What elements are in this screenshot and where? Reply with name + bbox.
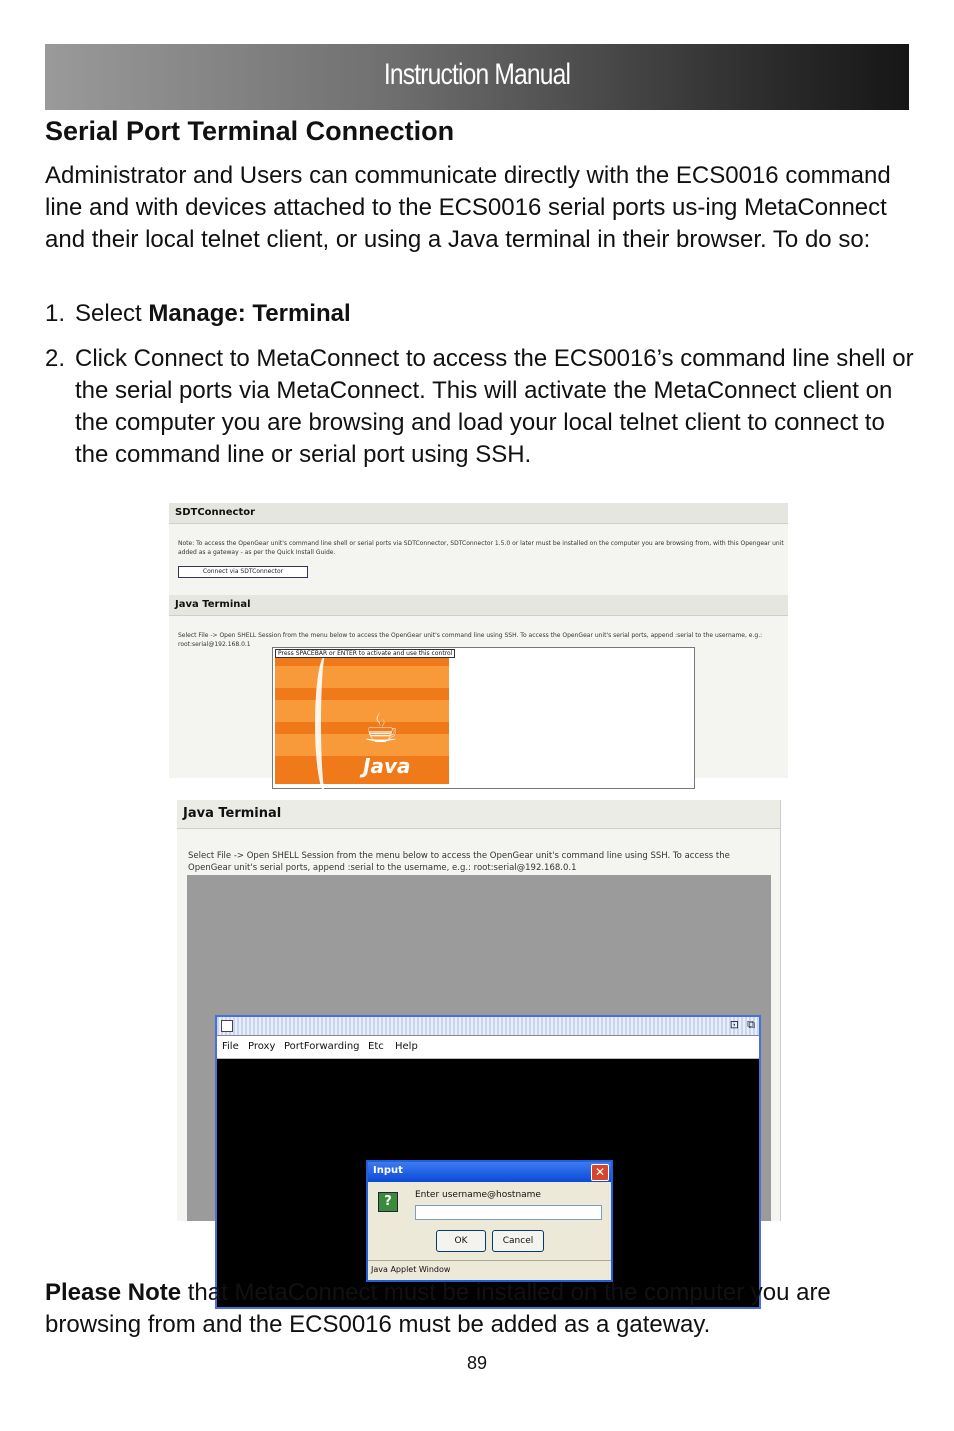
step-1-number: 1. [45, 300, 66, 327]
menu-help[interactable]: Help [395, 1041, 418, 1052]
window-icon [221, 1020, 233, 1032]
step-2-text: Click Connect to MetaConnect to access the ECS0016’s command line shell or the serial ports via MetaConnect. This will activate the MetaConnect client on the computer you are browsing and load your local telnet client to connect to the command line or serial port using SSH. [75, 345, 914, 468]
connect-sdt-button[interactable]: Connect via SDTConnector [178, 566, 308, 578]
dialog-titlebar[interactable] [368, 1162, 611, 1182]
step-2-number: 2. [45, 345, 66, 372]
terminal-window[interactable] [215, 1015, 761, 1309]
menu-proxy[interactable]: Proxy [248, 1041, 276, 1052]
username-hostname-input[interactable] [415, 1205, 602, 1220]
sdt-note: Note: To access the OpenGear unit's command line shell or serial ports via SDTConnector, SDTConnector 1.5.0 or later must be installed on the computer you are browsing from, with this Opengear unit added as a gateway - as per the Quick Install Guide. [178, 540, 784, 556]
menu-file[interactable]: File [222, 1041, 239, 1052]
java-applet[interactable] [272, 647, 695, 789]
java-swoosh [315, 654, 337, 794]
question-icon: ? [378, 1192, 398, 1212]
menu-etc[interactable]: Etc [368, 1041, 384, 1052]
page-number: 89 [466, 1353, 488, 1373]
java-loading-image [275, 654, 449, 784]
section-heading: Serial Port Terminal Connection [45, 116, 455, 146]
maximize-icon[interactable]: ⧉ [747, 1018, 755, 1031]
please-note [45, 1277, 915, 1341]
sdt-section-bar [169, 503, 788, 524]
sdt-title: SDTConnector [175, 507, 256, 518]
close-icon[interactable]: ✕ [591, 1164, 609, 1181]
note-label: Please Note [45, 1279, 182, 1306]
applet-area [187, 875, 771, 1274]
java-logo-text: Java [363, 754, 411, 778]
stripe [275, 666, 449, 688]
dialog-footer: Java Applet Window [368, 1260, 611, 1279]
java-description: Select File -> Open SHELL Session from the menu below to access the OpenGear unit's command line using SSH. To access the OpenGear unit's serial ports, append :serial to the username, e.g.: root:serial@192.168.0.1 [188, 851, 730, 873]
ok-button[interactable]: OK [436, 1230, 486, 1252]
screenshot-terminal-page [169, 503, 788, 778]
intro-paragraph: Administrator and Users can communicate directly with the ECS0016 command line and with devices attached to the ECS0016 serial ports us-ing MetaConnect and their local telnet client, or using a Java terminal in their browser. To do so: [45, 162, 891, 253]
input-dialog [366, 1160, 613, 1282]
minimize-icon[interactable]: ⊡ [729, 1018, 739, 1031]
java-title: Java Terminal [175, 599, 251, 610]
dialog-title: Input [373, 1165, 403, 1176]
java-section-bar [169, 595, 788, 616]
stripe [275, 734, 449, 756]
stripe [275, 700, 449, 722]
step-1-text: Select Manage: Terminal [75, 300, 351, 327]
cancel-button[interactable]: Cancel [492, 1230, 544, 1252]
dialog-label: Enter username@hostname [415, 1190, 541, 1200]
step-1-menu-path: Manage: Terminal [148, 300, 351, 327]
terminal-titlebar[interactable] [217, 1017, 759, 1036]
manual-title: Instruction Manual [383, 58, 571, 91]
menu-portforwarding[interactable]: PortForwarding [284, 1041, 360, 1052]
terminal-menubar [217, 1036, 759, 1059]
screenshot-java-terminal [177, 800, 781, 1274]
note-text: that MetaConnect must be installed on the computer you are browsing from and the ECS0016 must be added as a gateway. [45, 1279, 831, 1338]
java-title: Java Terminal [183, 806, 282, 821]
header-banner [45, 44, 909, 110]
applet-activate-message: Press SPACEBAR or ENTER to activate and use this control [275, 649, 455, 658]
java-description: Select File -> Open SHELL Session from the menu below to access the OpenGear unit's command line using SSH. To access the OpenGear unit's serial ports, append :serial to the username, e.g.: root:serial@192.168.0.1 [178, 632, 763, 648]
java-cup-icon: ☕ [363, 706, 399, 752]
